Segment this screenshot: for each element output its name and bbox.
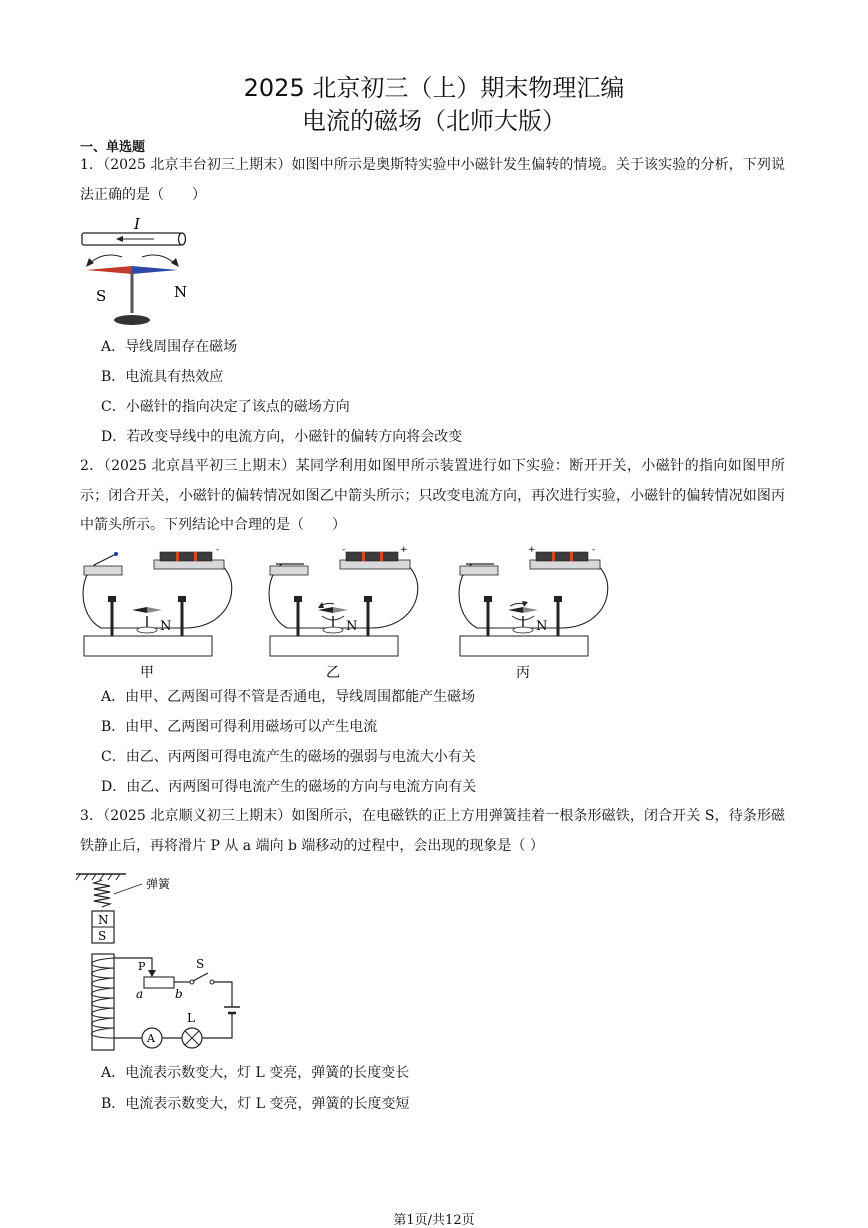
plus-terminal-label: + — [400, 546, 408, 555]
slider-label: P — [138, 960, 146, 973]
minus-terminal-label: - — [592, 546, 596, 555]
question-2-option-b: B．由甲、乙两图可得利用磁场可以产生电流 — [101, 719, 378, 735]
document-subtitle: 电流的磁场（北师大版） — [302, 107, 566, 135]
oersted-experiment-figure — [76, 213, 196, 331]
circuit-panel-bing — [452, 546, 612, 682]
circuit-panel-jia — [76, 546, 236, 682]
north-label: N — [160, 619, 172, 634]
spring-label: 弹簧 — [146, 877, 171, 891]
electromagnet-circuit-figure — [72, 870, 262, 1055]
panel-label-jia: 甲 — [140, 665, 154, 681]
south-pole-label: S — [96, 287, 107, 305]
document-title: 2025 北京初三（上）期末物理汇编 — [243, 74, 625, 102]
end-a-label: a — [136, 987, 144, 1001]
question-2-option-a: A．由甲、乙两图可得不管是否通电，导线周围都能产生磁场 — [101, 689, 476, 705]
panel-label-bing: 丙 — [516, 665, 530, 681]
question-1-stem: 1．（2025 北京丰台初三上期末）如图中所示是奥斯特实验中小磁针发生偏转的情境。关于该实验的分析，下列说法正确的是（ ） — [80, 157, 785, 203]
panel-label-yi: 乙 — [326, 665, 340, 681]
question-2-option-d: D．由乙、丙两图可得电流产生的磁场的方向与电流方向有关 — [101, 779, 477, 795]
plus-terminal-label: + — [528, 546, 536, 555]
minus-terminal-label: - — [216, 546, 220, 555]
end-b-label: b — [175, 987, 183, 1001]
question-3-option-b: B．电流表示数变大，灯 L 变亮，弹簧的长度变短 — [101, 1096, 410, 1112]
question-1-option-d: D．若改变导线中的电流方向，小磁针的偏转方向将会改变 — [101, 429, 463, 445]
section-heading: 一、单选题 — [80, 140, 146, 155]
switch-label: S — [196, 957, 205, 971]
lamp-label: L — [187, 1011, 195, 1025]
question-1-option-c: C．小磁针的指向决定了该点的磁场方向 — [101, 399, 350, 415]
magnet-south-label: S — [98, 929, 107, 943]
circuit-panel-yi — [262, 546, 422, 682]
magnet-north-label: N — [98, 913, 109, 927]
question-2-option-c: C．由乙、丙两图可得电流产生的磁场的强弱与电流大小有关 — [101, 749, 476, 765]
question-1-option-b: B．电流具有热效应 — [101, 369, 224, 385]
minus-terminal-label: - — [342, 546, 346, 555]
page-number: 第1页/共12页 — [393, 1213, 475, 1228]
question-3-option-a: A．电流表示数变大，灯 L 变亮，弹簧的长度变长 — [101, 1065, 410, 1081]
north-pole-label: N — [174, 283, 188, 301]
question-3-stem: 3．（2025 北京顺义初三上期末）如图所示，在电磁铁的正上方用弹簧挂着一根条形磁铁，闭合开关 S，待条形磁铁静止后，再将滑片 P 从 a 端向 b 端移动的过程中，会出现的现象是（ ） — [80, 808, 785, 854]
north-label: N — [536, 619, 548, 634]
ammeter-label: A — [147, 1032, 155, 1045]
north-label: N — [346, 619, 358, 634]
current-label: I — [134, 215, 140, 233]
question-1-option-a: A．导线周围存在磁场 — [101, 339, 238, 355]
question-2-stem: 2．（2025 北京昌平初三上期末）某同学利用如图甲所示装置进行如下实验：断开开关，小磁针的指向如图甲所示；闭合开关，小磁针的偏转情况如图乙中箭头所示；只改变电流方向，再次进行实验，小磁针的偏转情况如图丙中箭头所示。下列结论中合理的是（ ） — [80, 458, 785, 533]
